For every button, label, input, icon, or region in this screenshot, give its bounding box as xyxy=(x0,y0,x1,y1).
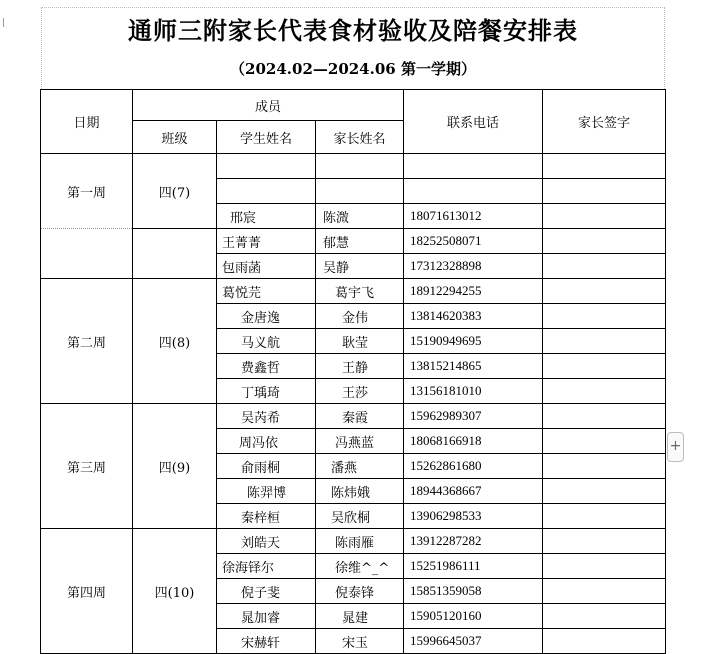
signature-cell[interactable] xyxy=(543,554,666,579)
signature-cell[interactable] xyxy=(543,579,666,604)
signature-cell[interactable] xyxy=(543,229,666,254)
student-cell: 周冯依 xyxy=(217,429,316,454)
parent-cell xyxy=(316,154,404,179)
student-cell: 徐海铎尔 xyxy=(217,554,316,579)
signature-cell[interactable] xyxy=(543,454,666,479)
phone-cell: 13912287282 xyxy=(404,529,543,554)
student-cell: 丁瑀琦 xyxy=(217,379,316,404)
phone-cell: 17312328898 xyxy=(404,254,543,279)
parent-cell: 金伟 xyxy=(316,304,404,329)
class-cell-continued xyxy=(133,229,217,279)
student-cell: 宋赫轩 xyxy=(217,629,316,654)
week-cell-continued xyxy=(41,229,133,279)
phone-cell: 15251986111 xyxy=(404,554,543,579)
header-date: 日期 xyxy=(41,90,133,154)
parent-cell: 耿莹 xyxy=(316,329,404,354)
phone-cell: 15996645037 xyxy=(404,629,543,654)
phone-cell: 15905120160 xyxy=(404,604,543,629)
signature-cell[interactable] xyxy=(543,179,666,204)
phone-cell: 13815214865 xyxy=(404,354,543,379)
header-signature: 家长签字 xyxy=(543,90,666,154)
phone-cell: 15851359058 xyxy=(404,579,543,604)
document-subtitle: （2024.02—2024.06 第一学期） xyxy=(230,60,476,78)
document-title: 通师三附家长代表食材验收及陪餐安排表 xyxy=(128,16,578,45)
signature-cell[interactable] xyxy=(543,604,666,629)
phone-cell: 18071613012 xyxy=(404,204,543,229)
table-row xyxy=(41,529,666,554)
student-cell: 倪子斐 xyxy=(217,579,316,604)
student-cell xyxy=(217,179,316,204)
parent-cell: 宋玉 xyxy=(316,629,404,654)
header-class: 班级 xyxy=(133,121,217,154)
signature-cell[interactable] xyxy=(543,529,666,554)
signature-cell[interactable] xyxy=(543,429,666,454)
signature-cell[interactable] xyxy=(543,404,666,429)
signature-cell[interactable] xyxy=(543,379,666,404)
phone-cell: 18944368667 xyxy=(404,479,543,504)
table-row xyxy=(41,154,666,179)
phone-cell: 15962989307 xyxy=(404,404,543,429)
add-row-button[interactable]: + xyxy=(667,432,684,462)
phone-cell: 13906298533 xyxy=(404,504,543,529)
parent-cell: 秦霞 xyxy=(316,404,404,429)
signature-cell[interactable] xyxy=(543,204,666,229)
signature-cell[interactable] xyxy=(543,254,666,279)
parent-cell: 陈溦 xyxy=(316,204,404,229)
signature-cell[interactable] xyxy=(543,154,666,179)
header-row xyxy=(41,90,666,121)
week-cell: 第二周 xyxy=(41,279,133,404)
parent-cell: 倪泰锋 xyxy=(316,579,404,604)
signature-cell[interactable] xyxy=(543,304,666,329)
student-cell xyxy=(217,154,316,179)
page-corner-mark xyxy=(0,18,4,27)
student-cell: 刘皓天 xyxy=(217,529,316,554)
parent-cell: 吴欣桐 xyxy=(316,504,404,529)
header-parent: 家长姓名 xyxy=(316,121,404,154)
signature-cell[interactable] xyxy=(543,279,666,304)
week-cell: 第三周 xyxy=(41,404,133,529)
parent-cell: 陈雨雁 xyxy=(316,529,404,554)
student-cell: 王菁菁 xyxy=(217,229,316,254)
student-cell: 包雨菡 xyxy=(217,254,316,279)
table-row xyxy=(41,229,666,254)
student-cell: 金唐逸 xyxy=(217,304,316,329)
signature-cell[interactable] xyxy=(543,479,666,504)
parent-cell: 王静 xyxy=(316,354,404,379)
parent-cell: 吴静 xyxy=(316,254,404,279)
week-cell: 第一周 xyxy=(41,154,133,229)
schedule-table xyxy=(40,89,666,654)
parent-cell xyxy=(316,179,404,204)
signature-cell[interactable] xyxy=(543,329,666,354)
class-cell: 四(10) xyxy=(133,529,217,654)
signature-cell[interactable] xyxy=(543,504,666,529)
phone-cell: 18912294255 xyxy=(404,279,543,304)
student-cell: 晁加睿 xyxy=(217,604,316,629)
phone-cell: 13156181010 xyxy=(404,379,543,404)
phone-cell xyxy=(404,154,543,179)
signature-cell[interactable] xyxy=(543,354,666,379)
student-cell: 秦梓桓 xyxy=(217,504,316,529)
parent-cell: 葛宇飞 xyxy=(316,279,404,304)
class-cell: 四(7) xyxy=(133,154,217,229)
parent-cell: 陈炜娥 xyxy=(316,479,404,504)
class-cell: 四(8) xyxy=(133,279,217,404)
week-cell: 第四周 xyxy=(41,529,133,654)
header-phone: 联系电话 xyxy=(404,90,543,154)
parent-cell: 徐维^_^ xyxy=(316,554,404,579)
table-row xyxy=(41,279,666,304)
phone-cell: 18068166918 xyxy=(404,429,543,454)
student-cell: 费鑫哲 xyxy=(217,354,316,379)
table-row xyxy=(41,404,666,429)
phone-cell: 13814620383 xyxy=(404,304,543,329)
class-cell: 四(9) xyxy=(133,404,217,529)
student-cell: 吴芮希 xyxy=(217,404,316,429)
parent-cell: 晁建 xyxy=(316,604,404,629)
student-cell: 邢宸 xyxy=(217,204,316,229)
phone-cell: 15262861680 xyxy=(404,454,543,479)
header-student: 学生姓名 xyxy=(217,121,316,154)
parent-cell: 冯燕蓝 xyxy=(316,429,404,454)
header-members: 成员 xyxy=(133,90,404,121)
phone-cell: 18252508071 xyxy=(404,229,543,254)
parent-cell: 王莎 xyxy=(316,379,404,404)
page-margin-guide xyxy=(41,7,665,8)
signature-cell[interactable] xyxy=(543,629,666,654)
student-cell: 陈羿博 xyxy=(217,479,316,504)
student-cell: 俞雨桐 xyxy=(217,454,316,479)
parent-cell: 潘燕 xyxy=(316,454,404,479)
parent-cell: 郁慧 xyxy=(316,229,404,254)
student-cell: 葛悦芫 xyxy=(217,279,316,304)
student-cell: 马义航 xyxy=(217,329,316,354)
phone-cell: 15190949695 xyxy=(404,329,543,354)
phone-cell xyxy=(404,179,543,204)
